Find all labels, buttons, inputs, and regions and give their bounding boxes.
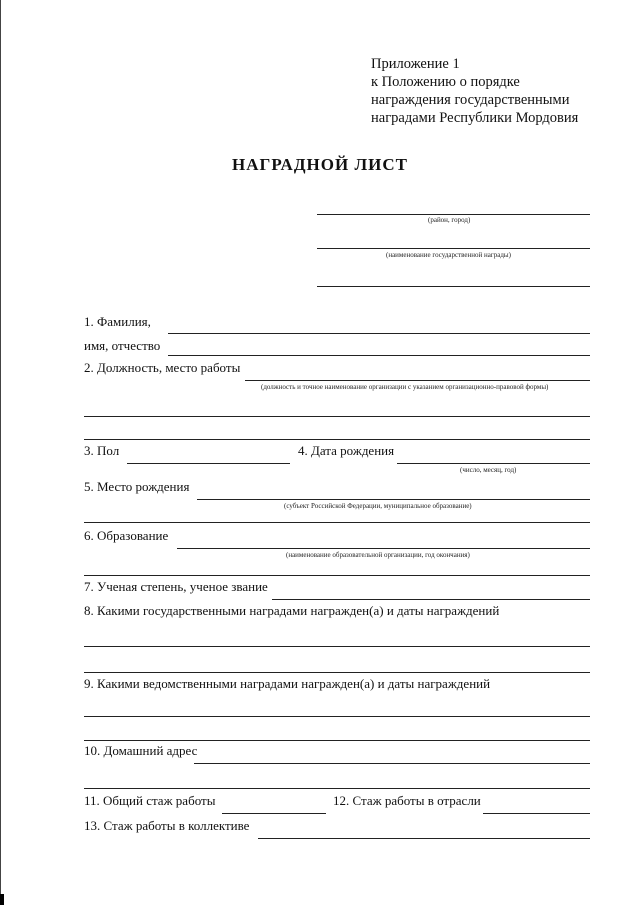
education-line-2[interactable] — [84, 575, 590, 576]
birth-place-line[interactable] — [197, 499, 590, 500]
industry-experience-line[interactable] — [483, 813, 590, 814]
team-experience-label: 13. Стаж работы в коллективе — [84, 818, 250, 833]
position-line-3[interactable] — [84, 439, 590, 440]
position-label: 2. Должность, место работы — [84, 360, 241, 375]
award-name-line-2[interactable] — [317, 286, 590, 287]
state-awards-line-2[interactable] — [84, 672, 590, 673]
dept-awards-label: 9. Какими ведомственными наградами награжден(а) и даты награждений — [84, 676, 491, 691]
award-name-caption: (наименование государственной награды) — [386, 251, 511, 259]
sex-line[interactable] — [127, 463, 290, 464]
surname-line[interactable] — [168, 333, 590, 334]
total-experience-line[interactable] — [222, 813, 326, 814]
education-label: 6. Образование — [84, 528, 169, 543]
name-patronymic-label: имя, отчество — [84, 338, 161, 353]
degree-line[interactable] — [272, 599, 590, 600]
document-title: НАГРАДНОЙ ЛИСТ — [232, 155, 408, 174]
education-line[interactable] — [177, 548, 590, 549]
appendix-line-1: Приложение 1 — [371, 56, 460, 72]
degree-label: 7. Ученая степень, ученое звание — [84, 579, 268, 594]
dept-awards-line-1[interactable] — [84, 716, 590, 717]
dept-awards-line-2[interactable] — [84, 740, 590, 741]
appendix-line-4: наградами Республики Мордовия — [371, 110, 579, 126]
state-awards-label: 8. Какими государственными наградами награжден(а) и даты награждений — [84, 603, 500, 618]
home-address-line[interactable] — [194, 763, 590, 764]
team-experience-line[interactable] — [258, 838, 590, 839]
scan-mark — [0, 894, 4, 905]
position-line[interactable] — [245, 380, 590, 381]
state-awards-line-1[interactable] — [84, 646, 590, 647]
birth-place-caption: (субъект Российской Федерации, муниципальное образование) — [284, 502, 472, 510]
position-line-2[interactable] — [84, 416, 590, 417]
appendix-line-3: награждения государственными — [371, 92, 570, 108]
education-caption: (наименование образовательной организации, год окончания) — [286, 551, 470, 559]
total-experience-label: 11. Общий стаж работы — [84, 793, 216, 808]
home-address-label: 10. Домашний адрес — [84, 743, 198, 758]
industry-experience-label: 12. Стаж работы в отрасли — [333, 793, 481, 808]
sex-label: 3. Пол — [84, 443, 120, 458]
district-line[interactable] — [317, 214, 590, 215]
award-name-line[interactable] — [317, 248, 590, 249]
scan-edge — [0, 0, 1, 905]
birth-date-caption: (число, месяц, год) — [460, 466, 517, 474]
home-address-line-2[interactable] — [84, 788, 590, 789]
appendix-line-2: к Положению о порядке — [371, 74, 520, 90]
name-patronymic-line[interactable] — [168, 355, 590, 356]
appendix-note — [371, 55, 578, 127]
district-caption: (район, город) — [428, 216, 471, 224]
birth-place-label: 5. Место рождения — [84, 479, 190, 494]
birth-date-label: 4. Дата рождения — [298, 443, 395, 458]
birth-place-line-2[interactable] — [84, 522, 590, 523]
position-caption: (должность и точное наименование организации с указанием организационно-правовой формы) — [261, 383, 549, 391]
birth-date-line[interactable] — [397, 463, 590, 464]
surname-label: 1. Фамилия, — [84, 314, 151, 329]
